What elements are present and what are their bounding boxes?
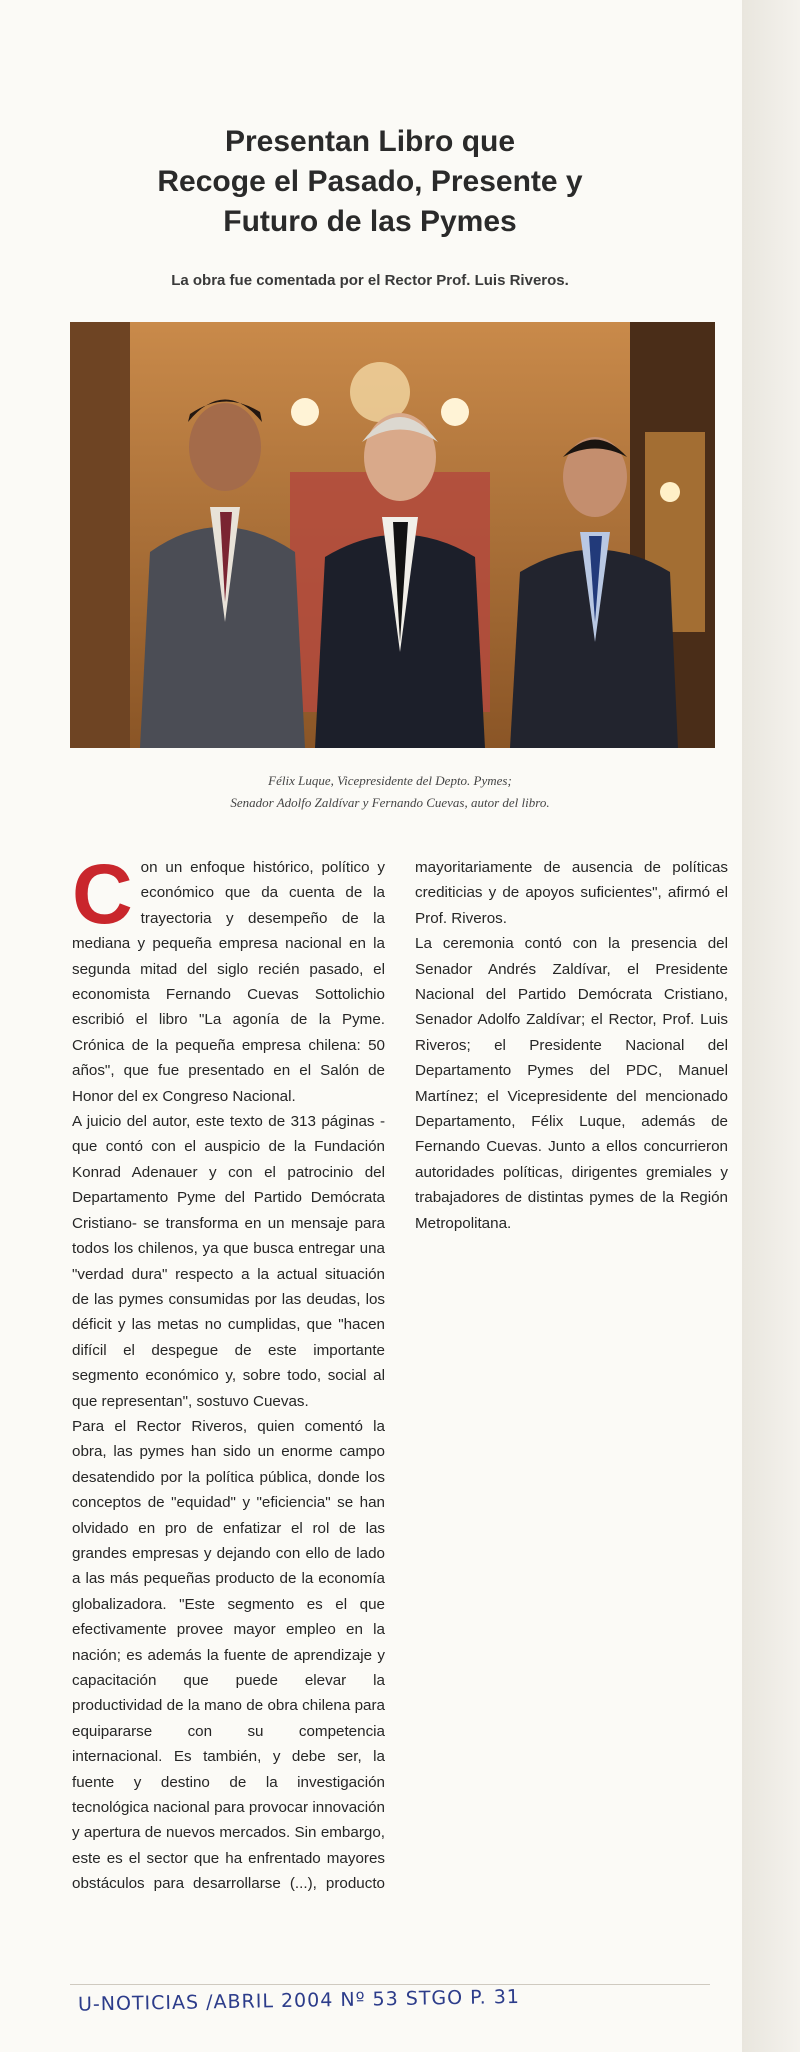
paragraph-text: on un enfoque histórico, político y económico que da cuenta de la trayectoria y desempeño de la mediana y pequeña empresa nacional en la segunda mitad del siglo recién pasado, el economista Fernando Cuevas Sottolichio escribió el libro "La agonía de la Pyme. Crónica de la pequeña empresa chilena: 50 años", que fue presentado en el Salón de Honor del ex Congreso Nacional. — [72, 859, 385, 1105]
article-body — [72, 847, 728, 1915]
paragraph: A juicio del autor, este texto de 313 páginas -que contó con el auspicio de la Fundación Konrad Adenauer y con el patrocinio del Departamento Pyme del Partido Demócrata Cristiano- se transforma en un mensaje para todos los chilenos, ya que busca entregar una "verdad dura" respecto a la actual situación de las pymes consumidas por las deudas, los déficit y las metas no cumplidas, que "hacen difícil el despegue de este importante segmento económico y, sobre todo, social al que representan", sostuvo Cuevas. — [72, 1113, 385, 1410]
title-line: Recoge el Pasado, Presente y — [157, 165, 583, 198]
title-line: Presentan Libro que — [224, 125, 516, 158]
handwritten-source-note: U-NOTICIAS /ABRIL 2004 Nº 53 STGO P. 31 — [77, 1985, 521, 2016]
article-title — [80, 122, 660, 242]
caption-line: Senador Adolfo Zaldívar y Fernando Cuevas, autor del libro. — [230, 795, 550, 810]
scan-background-edge — [742, 0, 800, 2052]
paragraph: La ceremonia contó con la presencia del Senador Andrés Zaldívar, el Presidente Nacional del Partido Demócrata Cristiano, Senador Adolfo Zaldívar; el Rector, Prof. Luis Riveros; el Presidente Nacional del Departamento Pymes del PDC, Manuel Martínez; el Vicepresidente del mencionado Departamento, Félix Luque, además de Fernando Cuevas. Junto a ellos concurrieron autoridades políticas, dirigentes gremiales y trabajadores de distintas pymes de la Región Metropolitana. — [415, 935, 728, 1232]
photo-caption — [110, 770, 670, 814]
article-subtitle: La obra fue comentada por el Rector Prof. Luis Riveros. — [171, 272, 569, 289]
drop-cap: C — [72, 847, 133, 941]
caption-line: Félix Luque, Vicepresidente del Depto. Pymes; — [268, 773, 512, 788]
article-photo — [70, 322, 715, 748]
title-line: Futuro de las Pymes — [223, 205, 517, 238]
paragraph — [72, 847, 385, 1109]
paragraph: Para el Rector Riveros, quien comentó la obra, las pymes han sido un enorme campo desatendido por la política pública, donde los conceptos de "equidad" y "eficiencia" se han olvidado en pro de enfatizar el rol de las grandes empresas y dejando con ello de lado a las más pequeñas producto de la economía globalizadora. "Este segmento es el que efectivamente provee mayor empleo en la nación; es además la fuente de aprendizaje y capacitación que puede elevar la productividad de la mano de obra chilena para equipararse con su competencia internacional. Es también, y debe ser, la fuente y destino de la investigación tecnológica nacional para provocar innovación y apertura de nuevos mercados. Sin embargo, este es el sector que ha enfrentado mayores obstáculos para desarrollarse (...), producto mayoritariamente de ausencia de políticas crediticias y de apoyos suficientes", afirmó el Prof. Riveros. — [72, 859, 728, 1893]
photo-illustration — [70, 322, 715, 748]
